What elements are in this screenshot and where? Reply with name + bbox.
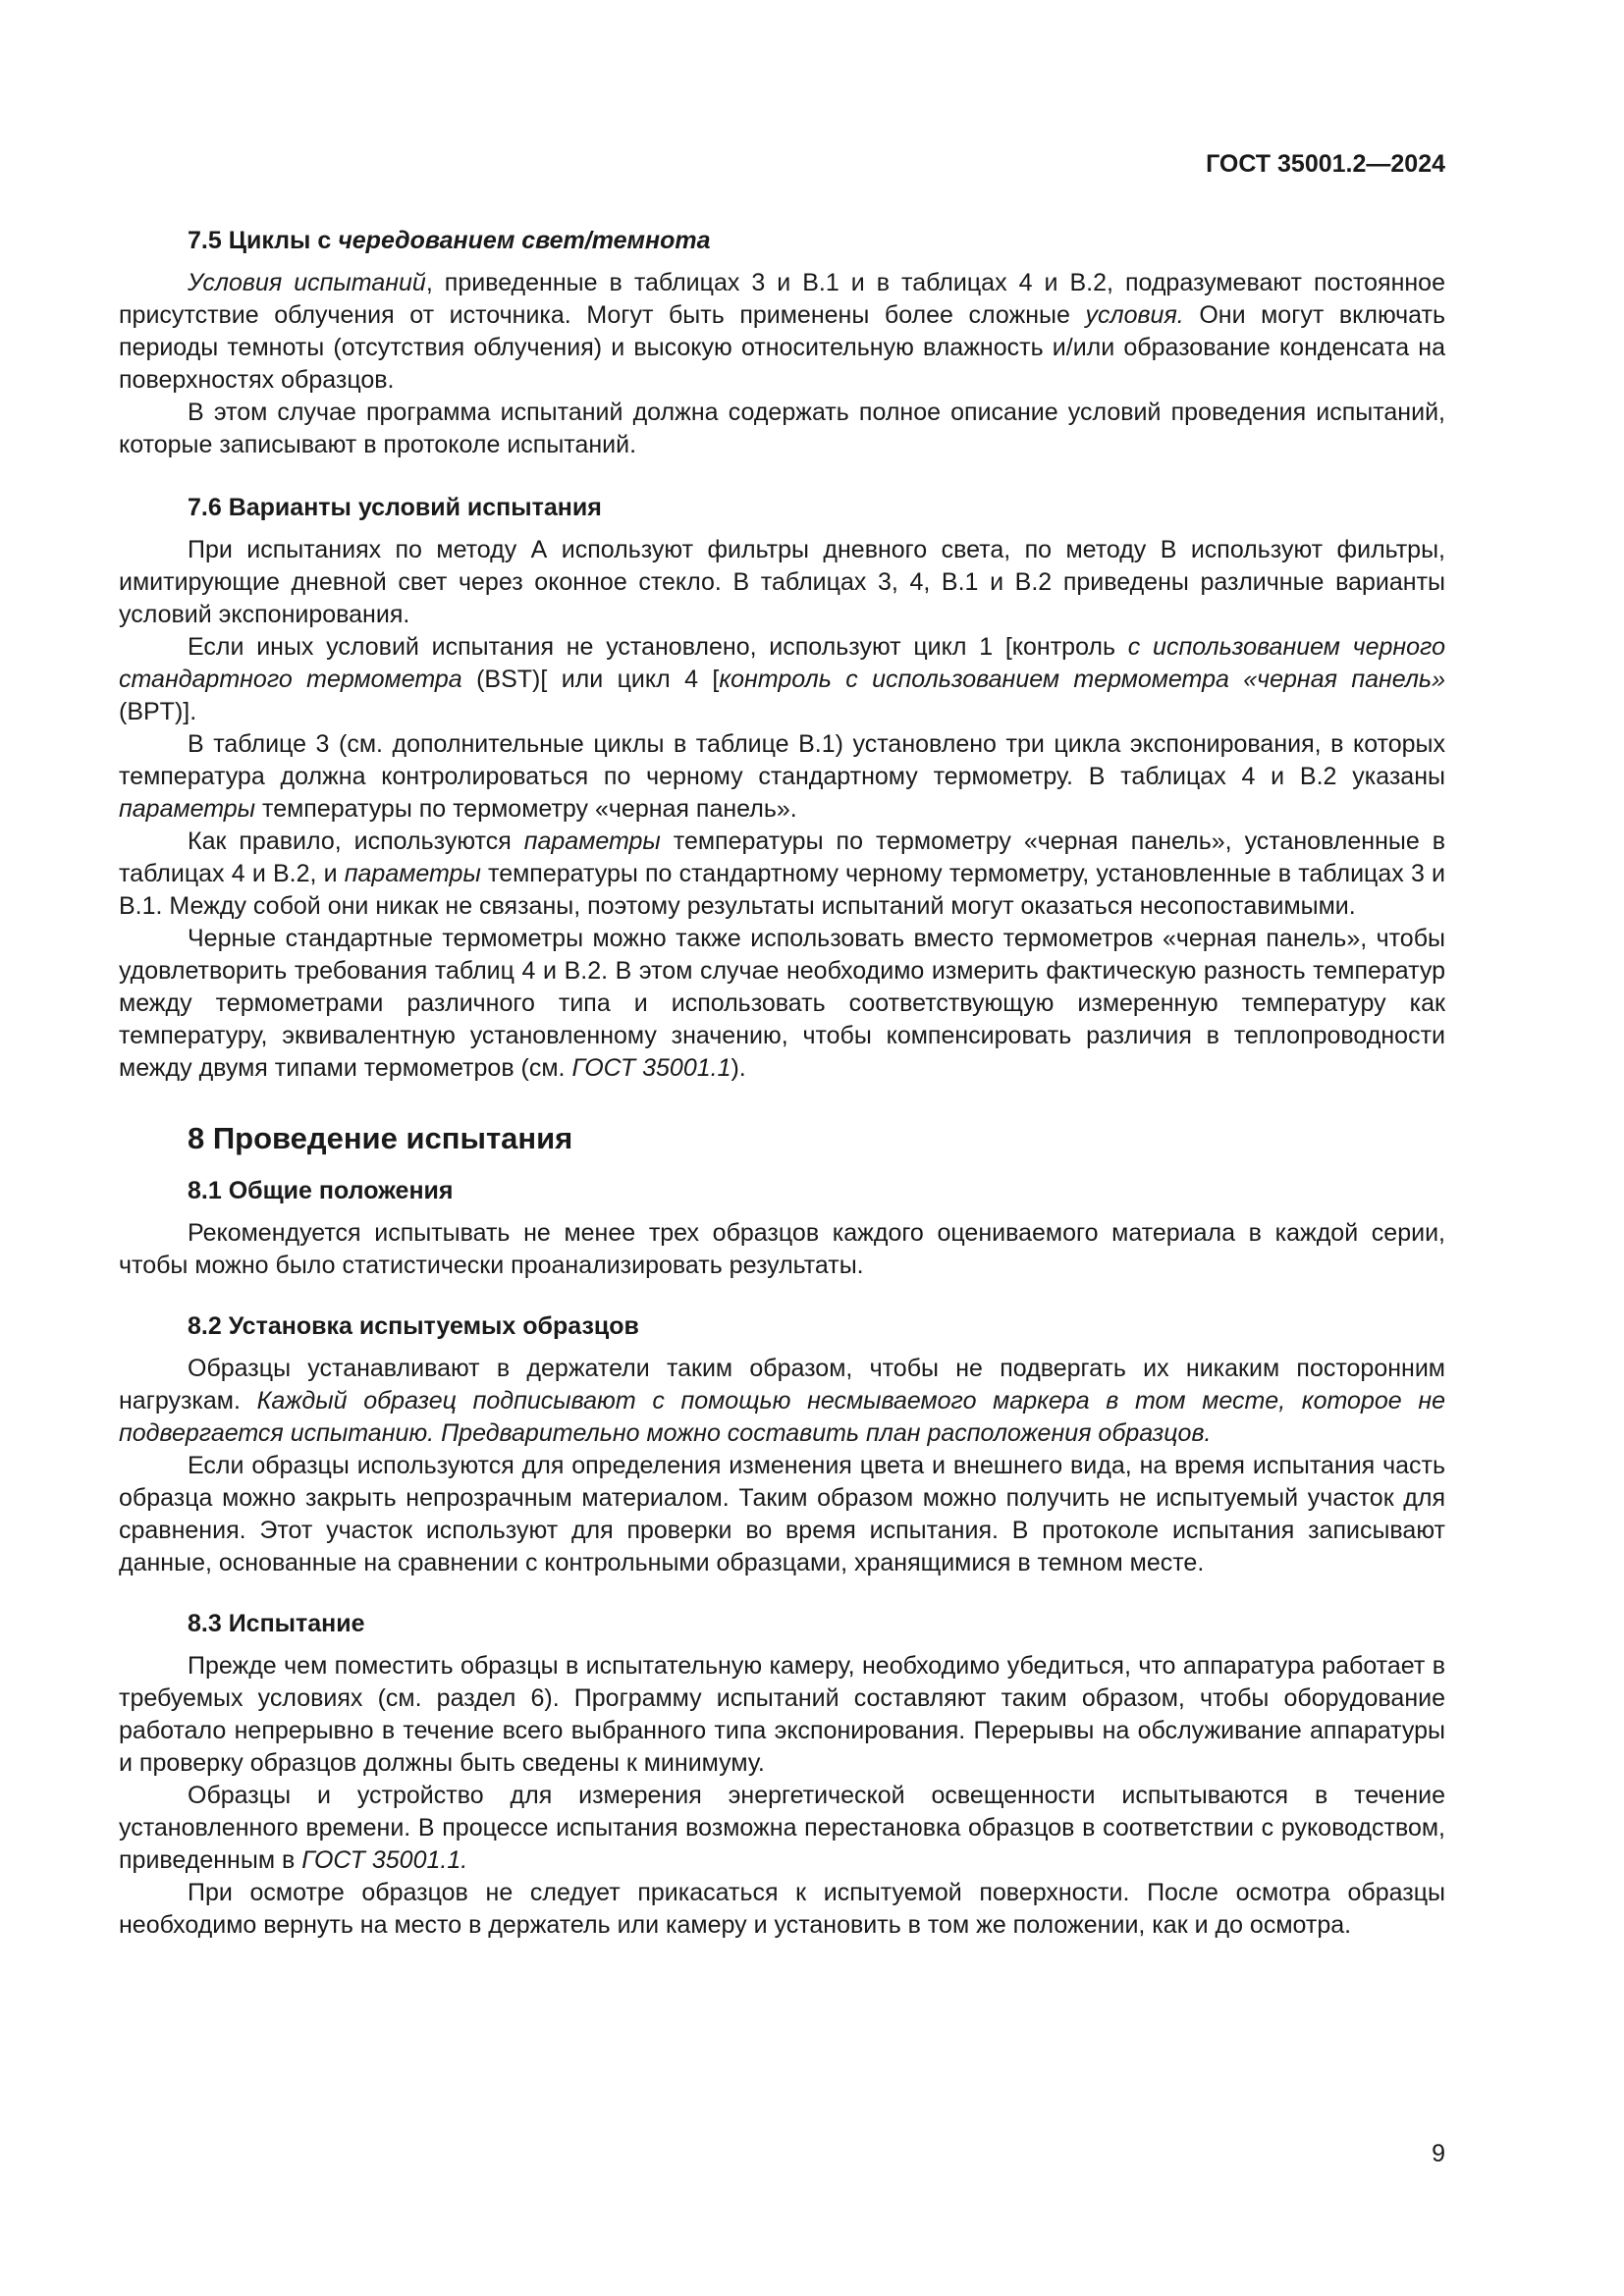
heading-7-5 [119,225,1445,256]
heading-8: 8 Проведение испытания [188,1121,573,1155]
text-run: ). [731,1054,746,1082]
heading-7-5-italic: чередованием свет/темнота [338,227,711,254]
paragraph-7-6-4 [119,826,1445,923]
text-run: (BPT)]. [119,698,197,725]
italic-term: Условия испытаний [188,269,426,296]
text-run: (BST)[ или цикл 4 [ [461,666,720,693]
spacer [119,461,1445,492]
heading-8-2: 8.2 Установка испытуемых образцов [188,1312,639,1340]
italic-term: параметры [523,828,661,855]
page-number: 9 [1432,2140,1445,2167]
italic-sentence: Каждый образец подписывают с помощью несмываемого маркера в том месте, которое не подвергается испытанию. Предварительно можно составить план расположения образцов. [119,1387,1445,1447]
heading-8-3: 8.3 Испытание [188,1610,365,1637]
paragraph-8-2-2: Если образцы используются для определения изменения цвета и внешнего вида, на время испытания часть образца можно закрыть непрозрачным материалом. Таким образом можно получить не испытуемый участок для сравнения. Этот участок используют для проверки во время испытания. В протоколе испытания записывают данные, основанные на сравнении с контрольными образцами, хранящимися в темном месте. [119,1452,1445,1576]
paragraph-8-3-2 [119,1780,1445,1877]
heading-7-6: 7.6 Варианты условий испытания [188,494,602,521]
spacer [119,1282,1445,1310]
spacer [119,1579,1445,1608]
italic-term: контроль с использованием термометра «черная панель» [719,666,1445,693]
heading-8-1: 8.1 Общие положения [188,1177,454,1204]
paragraph-7-6-3 [119,728,1445,826]
text-run: температуры по термометру «черная панель», установленные в таблицах 4 и В.2, и [119,828,1446,887]
italic-term: параметры [119,795,256,823]
paragraph-7-5-2: В этом случае программа испытаний должна содержать полное описание условий проведения испытаний, которые записывают в протоколе испытаний. [119,399,1445,458]
text-run: Образцы и устройство для измерения энергетической освещенности испытываются в течение установленного времени. В процессе испытания возможна перестановка образцов в соответствии с руководством, приведенным в [119,1782,1445,1874]
document-code: ГОСТ 35001.2—2024 [1206,150,1445,178]
text-run: Если иных условий испытания не установлено, используют цикл 1 [контроль [188,633,1128,661]
paragraph-7-5-1 [119,267,1445,397]
paragraph-8-3-1: Прежде чем поместить образцы в испытательную камеру, необходимо убедиться, что аппаратура работает в требуемых условиях (см. раздел 6). Программу испытаний составляют таким образом, чтобы оборудование работало непрерывно в течение всего выбранного типа экспонирования. Перерывы на обслуживание аппаратуры и проверку образцов должны быть сведены к минимуму. [119,1652,1445,1777]
page-content [119,225,1445,1942]
text-run: , приведенные в таблицах 3 и В.1 и в таблицах 4 и В.2, подразумевают постоянное присутствие облучения от источника. Могут быть применены более сложные [119,269,1445,329]
paragraph-7-6-1: При испытаниях по методу А используют фильтры дневного света, по методу В используют фильтры, имитирующие дневной свет через оконное стекло. В таблицах 3, 4, В.1 и В.2 приведены различные варианты условий экспонирования. [119,536,1445,628]
paragraph-7-6-2 [119,631,1445,728]
text-run: Как правило, используются [188,828,524,855]
paragraph-8-2-1 [119,1353,1445,1450]
italic-term: с использованием черного стандартного термометра [119,633,1445,693]
italic-reference: ГОСТ 35001.1 [571,1054,731,1082]
italic-term: условия. [1085,301,1184,329]
text-run: В таблице 3 (см. дополнительные циклы в таблице В.1) установлено три цикла экспонирования, в которых температура должна контролироваться по черному стандартному термометру. В таблицах 4 и В.2 указаны [119,730,1445,790]
paragraph-7-6-5 [119,923,1445,1085]
text-run: температуры по стандартному черному термометру, установленные в таблицах 3 и В.1. Между собой они никак не связаны, поэтому результаты испытаний могут оказаться несопоставимыми. [119,860,1445,920]
italic-reference: ГОСТ 35001.1. [301,1846,468,1874]
heading-7-5-number: 7.5 Циклы с [188,227,339,254]
paragraph-8-3-3: При осмотре образцов не следует прикасаться к испытуемой поверхности. После осмотра образцы необходимо вернуть на место в держатель или камеру и установить в том же положении, как и до осмотра. [119,1879,1445,1939]
text-run: Черные стандартные термометры можно также использовать вместо термометров «черная панель», чтобы удовлетворить требования таблиц 4 и В.2. В этом случае необходимо измерить фактическую разность температур между термометрами различного типа и использовать соответствующую измеренную температуру как температуру, эквивалентную установленному значению, чтобы компенсировать различия в теплопроводности между двумя типами термометров (см. [119,925,1445,1082]
text-run: Они могут включать периоды темноты (отсутствия облучения) и высокую относительную влажность и/или образование конденсата на поверхностях образцов. [119,301,1445,394]
paragraph-8-1-1: Рекомендуется испытывать не менее трех образцов каждого оцениваемого материала в каждой серии, чтобы можно было статистически проанализировать результаты. [119,1219,1445,1279]
text-run: Образцы устанавливают в держатели таким образом, чтобы не подвергать их никаким посторонним нагрузкам. [119,1355,1445,1415]
text-run: температуры по термометру «черная панель». [255,795,797,823]
italic-term: параметры [344,860,481,887]
